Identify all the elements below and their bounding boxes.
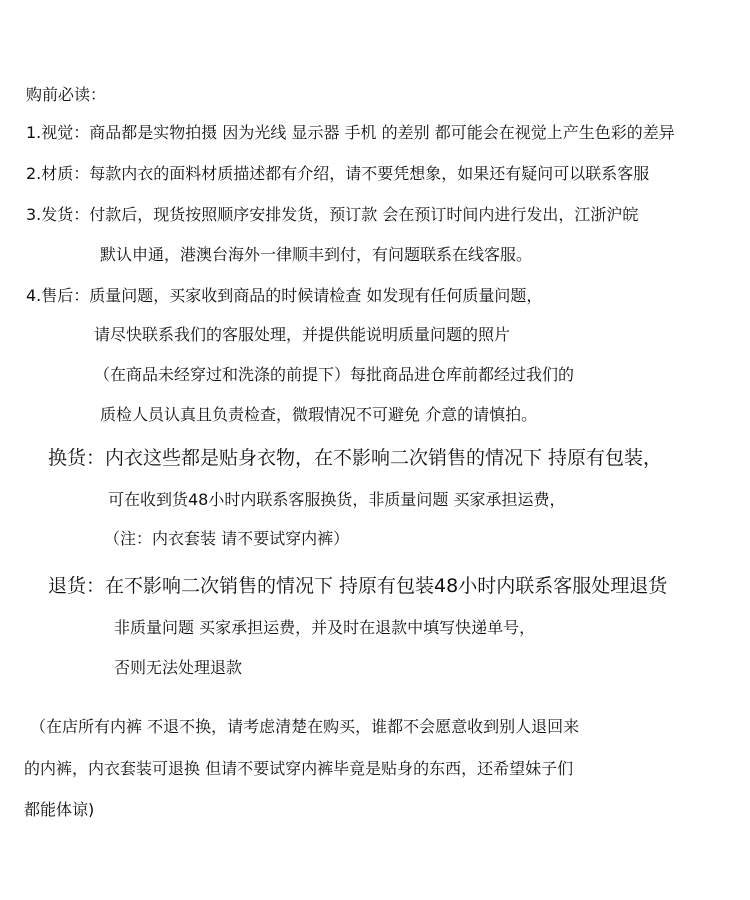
material-line-1: 2.材质：每款内衣的面料材质描述都有介绍，请不要凭想象，如果还有疑问可以联系客服 bbox=[26, 164, 650, 183]
shipping-line-2: 默认申通，港澳台海外一律顺丰到付，有问题联系在线客服。 bbox=[100, 245, 533, 264]
after-sales-line-2: 请尽快联系我们的客服处理，并提供能说明质量问题的照片 bbox=[94, 325, 511, 344]
exchange-line-2: 可在收到货48小时内联系客服换货，非质量问题 买家承担运费， bbox=[108, 490, 566, 509]
note-line-2: 的内裤，内衣套装可退换 但请不要试穿内裤毕竟是贴身的东西，还希望妹子们 bbox=[24, 759, 574, 778]
page-heading: 购前必读： bbox=[26, 85, 107, 104]
visual-line-1: 1.视觉：商品都是实物拍摄 因为光线 显示器 手机 的差别 都可能会在视觉上产生色彩的差异 bbox=[26, 123, 675, 142]
after-sales-line-4: 质检人员认真且负责检查，微瑕情况不可避免 介意的请慎拍。 bbox=[100, 405, 538, 424]
after-sales-line-1: 4.售后：质量问题，买家收到商品的时候请检查 如发现有任何质量问题， bbox=[26, 286, 543, 305]
return-line-3: 否则无法处理退款 bbox=[114, 658, 243, 677]
exchange-line-1: 换货：内衣这些都是贴身衣物，在不影响二次销售的情况下 持原有包装， bbox=[48, 447, 663, 469]
shipping-line-1: 3.发货：付款后，现货按照顺序安排发货，预订款 会在预订时间内进行发出，江浙沪皖 bbox=[26, 205, 639, 224]
note-line-3: 都能体谅) bbox=[24, 800, 95, 819]
note-line-1: （在店所有内裤 不退不换，请考虑清楚在购买，谁都不会愿意收到别人退回来 bbox=[30, 717, 580, 736]
exchange-line-3: （注：内衣套装 请不要试穿内裤） bbox=[104, 529, 350, 548]
return-line-1: 退货：在不影响二次销售的情况下 持原有包装48小时内联系客服处理退货 bbox=[48, 575, 668, 597]
return-line-2: 非质量问题 买家承担运费，并及时在退款中填写快递单号， bbox=[114, 618, 536, 637]
after-sales-line-3: （在商品未经穿过和洗涤的前提下）每批商品进仓库前都经过我们的 bbox=[94, 365, 575, 384]
